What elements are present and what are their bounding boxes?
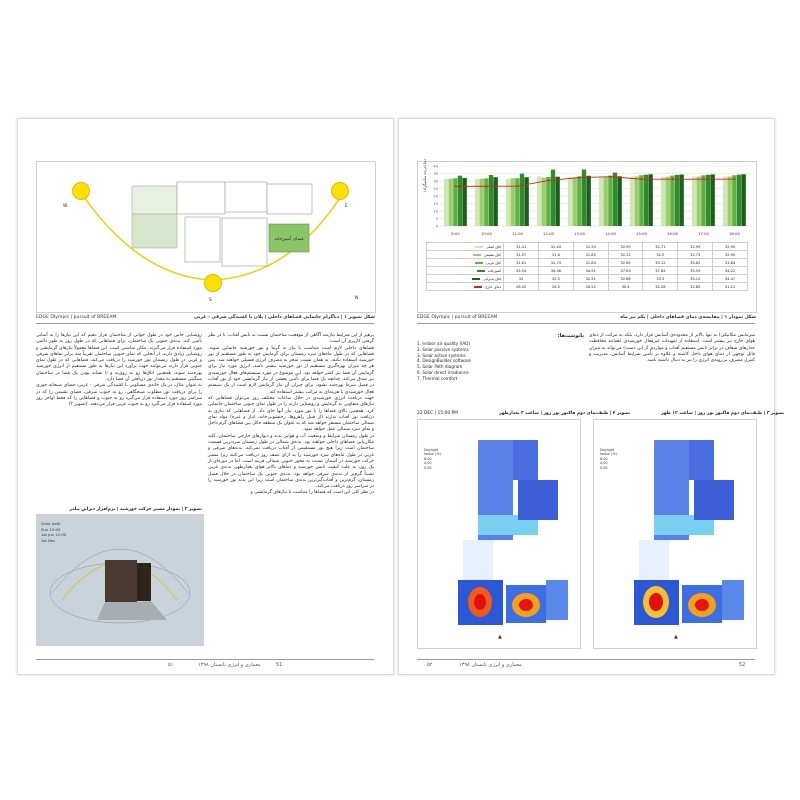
bar xyxy=(542,178,546,226)
right-column-text: پرهیز از این شرایط نیازمند آگاهی از موقعیت ساختمان نسبت به تابش آفتاب، با در نظر گرفتن کاربری آن است. فضاهای داخلی لازم است متناسب با نیاز به گرما و نور خورشید جانمایی شوند. فضاهایی که در طول ماه‌های سرد زمستان برای گرمایش خود به طور مستقیم از نور خورشید استفاده نکنند، به همان نسبت منجر به مصرف انرژی فسیلی خواهند شد. پس هر چه میزان بهره‌گیری مستقیم از نور خورشید بیشتر باشد، انرژی مورد نیاز برای گرمایش آن فضا نیز کمتر خواهد بود. این موضوع در مورد سیستم‌های فعال خورشیدی نیز صدق می‌کند. چنانچه یک فضا برای تأمین بخشی از نیاز گرمایشی خود از نور آفتاب در فصل سرما بهره‌مند نشود، برای جبران آن نیاز گرمایش لازم است از یک سیستم فعال خورشیدی با هزینه‌ای به مراتب بیشتر استفاده کند. جهت دریافت انرژی خورشیدی در خلال ساعات مختلف روز می‌توان فضاهایی که نیازهای متفاوتی به گرمایش و روشنایی دارند را در طول نمای جنوبی ساختمان جانمایی کرد. همچنین بالای فضاها را با نور مورد نیاز آنها جای داد. از فضاهایی که نیازی به دریافت نور آفتاب ندارند (از قبیل راهروها، رختشویی‌خانه، انبار و غیره) مواد نمای شمالی ساختمان مستقر خواهد شد که به عنوان یک منطقه حائل بین فضاهای گرم داخل و نمای سرد شمالی عمل خواهد نمود. در طول زمستان شرایط و وضعیت آب و هوایی بدنه و دیوارهای خارجی ساختمان، کلید مکان‌یابی فضاهای داخلی خواهند بود. بدنه‌ی شمالی در طول زمستان سردترین قسمت ساختمان است زیرا هیچ نور مستقیمی از آفتاب دریافت نمی‌کند. بدنه‌های شرقی و غربی در طول ماه‌های سرد خورشید را به ازای نصف روز دریافت می‌کنند زیرا مسیر حرکت خورشید در آسمان نسبت به محور جنوبی شمالی قرینه است. اما در دوره‌ای از یک روز، به علت کیفیت تابش خورشید و دماهای بالاتر هوای بعدازظهر، بدنه‌ی غربی نسبتاً گرم‌تر از بدنه‌ی شرقی خواهد بود. بدنه‌ی جنوبی یک ساختمان در خلال فصل زمستان، گرم‌ترین و آفتاب‌گیرترین بدنه‌ی ساختمان است زیرا این بدنه نور خورشید را در سراسر روز دریافت می‌کند. در نظر کلی این است که فضاها را متناسب با نیازهای گرمایشی و xyxy=(208,333,374,496)
bar xyxy=(675,175,679,226)
chart-table-series-label: اتاق پذیرایی xyxy=(427,275,504,283)
bar xyxy=(520,174,524,226)
heatmap-legend-left: Daylight factor (%) 8.00 4.00 0.00 xyxy=(424,448,441,470)
chart-table-cell: 31.6 xyxy=(539,251,574,259)
chart-table-cell: 34.91 xyxy=(573,267,608,275)
room-block-4 xyxy=(267,184,312,214)
bar xyxy=(604,177,608,226)
chart-table-cell: 32.86 xyxy=(608,275,643,283)
chart-table-series-label: دمای خارج xyxy=(427,283,504,291)
series-swatch xyxy=(475,246,483,248)
chart-table-row xyxy=(427,251,748,259)
chart-table-row xyxy=(427,259,748,267)
north-arrow-icon: N xyxy=(355,296,359,301)
y-tick-label: 35 xyxy=(433,171,438,176)
chart-table-cell: 26.42 xyxy=(504,283,539,291)
svg-text:▲: ▲ xyxy=(674,634,678,640)
bar xyxy=(493,177,497,226)
left-footer-journal: معماری و انرژی تابستان ۱۳۹۸ xyxy=(198,662,261,668)
series-swatch xyxy=(472,278,480,280)
chart-table-cell: 33.5 xyxy=(643,275,678,283)
heatmap-legend-right: Daylight factor (%) 8.00 4.00 0.00 xyxy=(600,448,617,470)
right-body-text: سرمایش مکانیکی) به تنها بالاتر از محدوده‌ی آسایش قرار دارد، بلکه به مراتب از دمای هوای خارج نیز بیشتر است. استفاده از تمهیدات غیرفعال خورشیدی (همانند محافظت جدارهای شفاف در برابر تابش مستقیم آفتاب و مواردی از این دست) می‌تواند به میزان قابل توجهی از دمای هوای داخل کاسته و علاوه بر تأمین شرایط آسایش، مدیریت و کنترل مصرف بی‌رویه‌ی انرژی را نیز به دنبال داشته باشد. xyxy=(589,333,755,364)
chart-table-row xyxy=(427,267,748,275)
figure4-caption: تصویر ۴ | طیف‌نمای دوم فاکتور نور روز | ساعت ۳ بعدازظهر xyxy=(499,411,631,416)
chart-table-row xyxy=(427,243,748,251)
x-tick-label: 14:00 xyxy=(605,231,616,236)
chart-table-cell: 37.64 xyxy=(643,267,678,275)
west-label: W xyxy=(63,204,68,209)
bar xyxy=(732,175,736,226)
chart-table-cell: 32.95 xyxy=(608,243,643,251)
bar xyxy=(537,177,541,226)
bar xyxy=(666,177,670,226)
kitchen-room-label: فضای آشپزخانه xyxy=(274,237,304,242)
east-label: E xyxy=(345,204,348,209)
bar xyxy=(449,179,453,226)
daylight-map-3pm xyxy=(417,419,581,649)
left-footer-page-latin: 51 xyxy=(276,662,283,668)
bar xyxy=(635,177,639,226)
outside-temp-point xyxy=(610,176,612,178)
right-footer-page-latin: 52 xyxy=(739,662,746,668)
bar xyxy=(444,179,448,226)
x-tick-label: 11:00 xyxy=(512,231,523,236)
figure2-caption: تصویر ۲ | نمودار مسیر حرکت خورشید | نرم‌افزار دیزاین بیلدر xyxy=(69,507,202,512)
chart-frame xyxy=(417,161,757,313)
bar xyxy=(608,176,612,226)
y-tick-label: 30 xyxy=(433,179,438,184)
bar xyxy=(453,178,457,226)
right-footer-page-number: ۵۲ xyxy=(427,662,433,668)
chart-table-cell: 31.54 xyxy=(573,243,608,251)
left-header-title: EDGE Olympic | pursuit of BREEAM xyxy=(36,315,117,320)
chart-table-cell: 37.63 xyxy=(608,267,643,275)
bar xyxy=(701,175,705,226)
x-tick-label: 15:00 xyxy=(636,231,647,236)
right-header-title: EDGE Olympic | pursuit of BREEAM xyxy=(417,315,498,320)
bar xyxy=(511,178,515,226)
chart-table-series-label: اتاق نشیمن xyxy=(427,251,504,259)
left-column-text: روشنایی خاص خود در طول خوانی از ساختمان قرار دهیم که این نیازها را به آسانی تأمین کند. بدنه‌ی جنوبی یک ساختمان، برای فضاهایی که در طول روز به طور دائمی مورد استفاده قرار می‌گیرند، مکان مناسبی است. این فضاها معمولاً نیازهای گرمایشی و روشنایی زیادی دارند. از آنجایی که نمای جنوبی ساختمان تقریباً سه برابر نماهای شرقی و غربی در طول زمستان نور خورشید را دریافت می‌کند، فضاهایی که در طول نمای جنوبی قرار دارند می‌توانند جهت برآورد این نیازها به طور مستقیم از انرژی خورشید بهره‌مند شوند. همچنین اتاق‌ها رو به روی‌به و تا نشانه بودن یک فضا در ساختمان سنگینی مستقیم به مقدار نور دریافتی آن فضا دارد. به عنوان مثال، در یک خانه‌ی مسکونی با کشیدگی شرقی - غربی، فضای صبحانه خوری را برای دریافت نور مطلوب صبحگاهی، رو به جنوب شرقی، فضای نشیمن را که در سراسر روز مورد استفاده قرار می‌گیرد رو به جنوب و فضاهایی را که فقط اواخر روز مورد استفاده قرار می‌گیرد رو به جنوب غربی قرار می‌دهند. (تصویر ۲) xyxy=(36,333,202,408)
daylight-heatmap-noon xyxy=(594,420,756,648)
bar xyxy=(480,179,484,226)
left-footer-page-number: ۵۱ xyxy=(168,662,174,668)
y-tick-label: 20 xyxy=(433,194,438,199)
figure3-caption: تصویر ۳ | طیف‌نمای دوم فاکتور نور روز | ساعت ۱۲ ظهر xyxy=(661,411,785,416)
room-block-3 xyxy=(225,182,267,212)
bar xyxy=(692,177,696,226)
chart-table-cell: 32.28 xyxy=(643,283,678,291)
chart-table-cell: 33.54 xyxy=(504,267,539,275)
bar xyxy=(551,170,555,226)
chart-table-cell: 32 xyxy=(504,275,539,283)
x-tick-label: 8:00 xyxy=(451,231,460,236)
chart-table-cell: 31.21 xyxy=(713,283,748,291)
right-page xyxy=(398,118,785,675)
bar xyxy=(723,177,727,226)
bar xyxy=(613,173,617,226)
figure2-frame xyxy=(36,514,204,646)
left-header-rule xyxy=(36,323,374,324)
left-footer-rule xyxy=(36,659,374,660)
room-block-1 xyxy=(132,186,177,214)
bar xyxy=(644,175,648,226)
chart-table-cell: 32.99 xyxy=(678,243,713,251)
chart-table-cell: 34.22 xyxy=(713,267,748,275)
outside-temp-point xyxy=(703,178,705,180)
y-tick-label: 15 xyxy=(433,201,438,206)
left-page xyxy=(17,118,394,675)
chart-table-cell: 31.81 xyxy=(504,259,539,267)
svg-text:▲: ▲ xyxy=(498,634,502,640)
chart-table-cell: 32.73 xyxy=(678,251,713,259)
chart-table-cell: 32.71 xyxy=(643,243,678,251)
bar xyxy=(573,177,577,226)
bar xyxy=(728,177,732,226)
room-block-6 xyxy=(185,217,220,262)
series-swatch xyxy=(477,270,485,272)
sun-east-icon xyxy=(331,182,349,200)
outside-temp-point xyxy=(641,178,643,180)
x-tick-label: 18:00 xyxy=(729,231,740,236)
y-tick-label: 0 xyxy=(435,224,438,229)
right-footer-rule xyxy=(417,659,755,660)
chart-table-cell: 31.44 xyxy=(539,243,574,251)
bar xyxy=(462,178,466,226)
chart-table-cell: 32.5 xyxy=(539,275,574,283)
bar xyxy=(546,177,550,226)
room-block-2 xyxy=(177,182,225,214)
chart-table-cell: 32.65 xyxy=(608,259,643,267)
chart-table-cell: 33.62 xyxy=(678,259,713,267)
outside-temp-point xyxy=(672,178,674,180)
chart-table-cell: 31.74 xyxy=(539,259,574,267)
chart-table-cell: 33.12 xyxy=(643,259,678,267)
bar xyxy=(741,174,745,226)
bar xyxy=(697,177,701,226)
x-tick-label: 17:00 xyxy=(698,231,709,236)
y-tick-label: 10 xyxy=(433,209,438,214)
chart-data-table xyxy=(426,242,748,291)
room-block-5 xyxy=(132,214,177,248)
room-block-7 xyxy=(222,218,267,266)
temperature-bar-chart xyxy=(418,162,756,238)
bar xyxy=(679,175,683,226)
chart-table-cell: 30.4 xyxy=(608,283,643,291)
bar xyxy=(586,176,590,226)
daylight-map-noon xyxy=(593,419,757,649)
footnotes-list: 1. Indoor air quality (IAQ) 2. Solar passive systems 3. Solar active systems 4. DesignBuilder software 5. Solar Path diagram 6. Solar direct irradiance 7. Thermal comfort xyxy=(417,341,471,381)
chart-table-cell: 32.51 xyxy=(573,275,608,283)
daylight-heatmap-3pm xyxy=(418,420,580,648)
outside-temp-point xyxy=(548,180,550,182)
chart-table-cell: 32.85 xyxy=(678,283,713,291)
chart-table-cell: 32.22 xyxy=(608,251,643,259)
chart-y-unit: دما (درجه سانتیگراد) xyxy=(422,159,427,192)
bar xyxy=(661,177,665,226)
chart-table-series-label: آشپزخانه xyxy=(427,267,504,275)
bar xyxy=(577,176,581,226)
x-tick-label: 10:00 xyxy=(481,231,492,236)
chart-table-cell: 32.95 xyxy=(713,243,748,251)
outside-temp-point xyxy=(579,177,581,179)
bar xyxy=(706,175,710,226)
sun-west-icon xyxy=(72,182,90,200)
chart-table-cell: 34.06 xyxy=(539,267,574,275)
figure4-date: 22 DEC | 15:00 PM xyxy=(417,411,458,416)
bar xyxy=(568,177,572,226)
chart-table-cell: 31.41 xyxy=(504,243,539,251)
chart-table-row xyxy=(427,275,748,283)
y-tick-label: 25 xyxy=(433,186,438,191)
chart-table-cell: 26.52 xyxy=(573,283,608,291)
right-footer-journal: معماری و انرژی تابستان ۱۳۹۸ xyxy=(459,662,522,668)
bar xyxy=(489,175,493,226)
bar xyxy=(737,175,741,226)
chart-table-cell: 35.59 xyxy=(678,267,713,275)
chart-table-series-label: اتاق اصلی xyxy=(427,243,504,251)
outside-temp-point xyxy=(486,185,488,187)
outside-temp-point xyxy=(734,178,736,180)
figure2-legend: Solar path Sun 12:00 1st Jun 12:00 1st Dec xyxy=(41,521,67,543)
chart-table-cell: 26.5 xyxy=(539,283,574,291)
chart-table-series-label: اتاق غربی xyxy=(427,259,504,267)
bar xyxy=(630,177,634,226)
chart-table-cell: 33.84 xyxy=(713,259,748,267)
series-swatch xyxy=(475,262,483,264)
series-swatch xyxy=(473,254,481,256)
chart-table-cell: 33.15 xyxy=(678,275,713,283)
y-tick-label: 40 xyxy=(433,164,438,169)
chart-table-cell: 34.47 xyxy=(713,275,748,283)
series-swatch xyxy=(474,286,482,288)
x-tick-label: 12:00 xyxy=(543,231,554,236)
chart-table-row xyxy=(427,283,748,291)
bar xyxy=(599,177,603,226)
chart-table-cell: 31.85 xyxy=(573,251,608,259)
left-header-caption: شکل تصویر ۱ | دیاگرام جانمایی فضاهای داخلی | پلان با کشیدگی شرقی - غربی xyxy=(193,315,375,320)
chart-table-cell: 32.95 xyxy=(713,251,748,259)
bar xyxy=(639,175,643,226)
outside-temp-point xyxy=(517,185,519,187)
bar xyxy=(617,176,621,226)
bar xyxy=(458,176,462,226)
right-header-caption: شکل نمودار ۱ | مقایسه‌ی دمای فضاهای داخلی | یکم تیر ماه xyxy=(620,315,756,320)
figure1-frame xyxy=(36,161,376,313)
outside-temp-point xyxy=(455,185,457,187)
sun-south-icon xyxy=(204,274,222,292)
x-tick-label: 13:00 xyxy=(574,231,585,236)
notes-title: پانوشت‌ها: xyxy=(557,333,584,339)
right-header-rule xyxy=(417,323,755,324)
bar xyxy=(670,176,674,226)
bar xyxy=(582,170,586,226)
bar xyxy=(555,177,559,226)
bar xyxy=(648,174,652,226)
bar xyxy=(710,174,714,226)
x-tick-label: 16:00 xyxy=(667,231,678,236)
chart-table-cell: 31.84 xyxy=(573,259,608,267)
south-label: S xyxy=(209,298,212,303)
chart-table-cell: 31.57 xyxy=(504,251,539,259)
chart-table-cell: 32.5 xyxy=(643,251,678,259)
y-tick-label: 5 xyxy=(435,216,438,221)
